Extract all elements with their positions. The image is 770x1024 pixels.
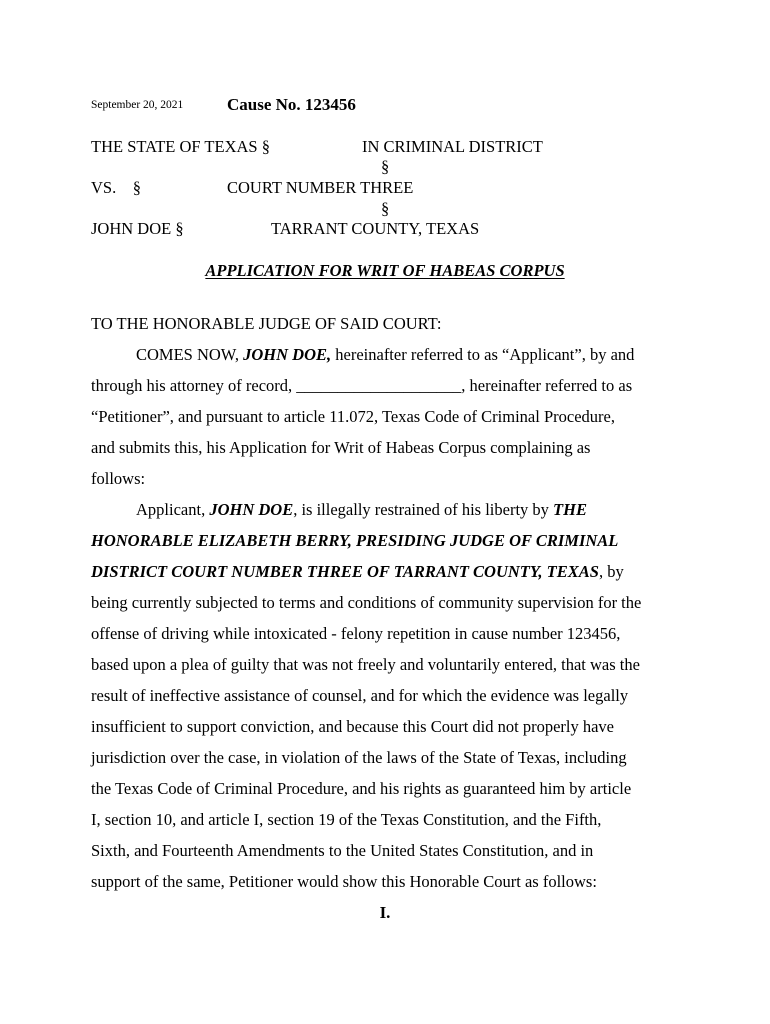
salutation: TO THE HONORABLE JUDGE OF SAID COURT: bbox=[91, 314, 442, 333]
para1-line-1-rest: hereinafter referred to as “Applicant”, by and bbox=[331, 345, 635, 364]
para2-line-3-rest: , by bbox=[598, 562, 624, 581]
para1-lead-text: COMES NOW, bbox=[136, 345, 244, 364]
caption-section-sign-2: § bbox=[381, 199, 390, 218]
caption-left-line-3: JOHN DOE § bbox=[91, 219, 184, 238]
para2-line-10: the Texas Code of Criminal Procedure, and his rights as guaranteed him by article bbox=[91, 779, 632, 798]
caption-left-line-1: THE STATE OF TEXAS § bbox=[91, 137, 270, 156]
para2-line-1 bbox=[136, 500, 587, 520]
cause-number: Cause No. 123456 bbox=[227, 95, 356, 114]
para2-lead-text: Applicant, bbox=[136, 500, 210, 519]
para2-line-5: offense of driving while intoxicated - felony repetition in cause number 123456, bbox=[91, 624, 621, 643]
para1-line-2: through his attorney of record, ____________________, hereinafter referred to as bbox=[91, 376, 633, 395]
filing-date: September 20, 2021 bbox=[91, 99, 184, 111]
para2-line-8: insufficient to support conviction, and because this Court did not properly have bbox=[91, 717, 615, 736]
judge-name-line-3: DISTRICT COURT NUMBER THREE OF TARRANT COUNTY, TEXAS bbox=[91, 562, 599, 581]
para2-line-7: result of ineffective assistance of counsel, and for which the evidence was legally bbox=[91, 686, 629, 705]
para2-line-6: based upon a plea of guilty that was not freely and voluntarily entered, that was the bbox=[91, 655, 640, 674]
para2-line-9: jurisdiction over the case, in violation of the laws of the State of Texas, including bbox=[91, 748, 627, 767]
para2-line-3 bbox=[91, 562, 624, 582]
section-heading: I. bbox=[379, 903, 391, 922]
caption-right-line-1: IN CRIMINAL DISTRICT bbox=[362, 137, 543, 156]
para2-line-13: support of the same, Petitioner would show this Honorable Court as follows: bbox=[91, 872, 597, 891]
judge-name-start: THE bbox=[553, 500, 587, 519]
caption-right-line-2: COURT NUMBER THREE bbox=[227, 178, 414, 197]
para2-line-4: being currently subjected to terms and conditions of community supervision for the bbox=[91, 593, 642, 612]
caption-left-line-2: VS. § bbox=[91, 178, 141, 197]
para1-line-1 bbox=[136, 345, 634, 365]
para1-line-5: follows: bbox=[91, 469, 146, 488]
applicant-name: JOHN DOE, bbox=[243, 345, 332, 364]
document-title: APPLICATION FOR WRIT OF HABEAS CORPUS bbox=[205, 261, 565, 280]
para1-line-4: and submits this, his Application for Writ of Habeas Corpus complaining as bbox=[91, 438, 591, 457]
para2-line-12: Sixth, and Fourteenth Amendments to the United States Constitution, and in bbox=[91, 841, 594, 860]
applicant-name-2: JOHN DOE bbox=[209, 500, 294, 519]
caption-right-line-3: TARRANT COUNTY, TEXAS bbox=[271, 219, 480, 238]
para2-line-1-mid: , is illegally restrained of his liberty by bbox=[293, 500, 554, 519]
judge-name-line-2: HONORABLE ELIZABETH BERRY, PRESIDING JUDGE OF CRIMINAL bbox=[91, 531, 619, 550]
caption-section-sign-1: § bbox=[381, 157, 390, 176]
para2-line-11: I, section 10, and article I, section 19 of the Texas Constitution, and the Fifth, bbox=[91, 810, 602, 829]
para1-line-3: “Petitioner”, and pursuant to article 11.072, Texas Code of Criminal Procedure, bbox=[91, 407, 615, 426]
